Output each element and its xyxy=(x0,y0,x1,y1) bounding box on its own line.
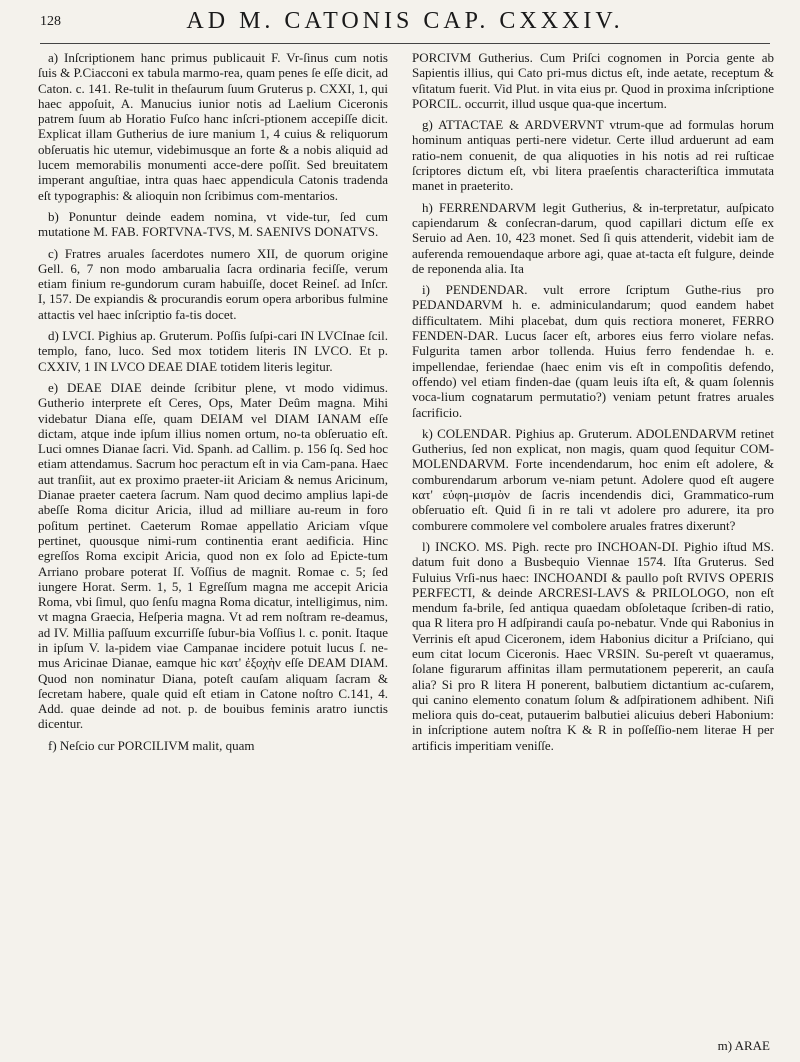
right-column xyxy=(412,50,774,1050)
note-i: i) PENDENDAR. vult errore ſcriptum Guthe-rius pro PEDANDARVM h. e. adminiculandarum; quod eandem habet difficultatem. Mihi placebat, dum quis rectiora moneret, FERRO FENDEN-DAR. Lucus ſacer eſt, arbores eius ferro violare nefas. Fulgurita tamen arbor tollenda. Huius ferro fendendae h. e. impellendae, feriendae (haec enim vis eſt in compoſitis defendo, offendo) vel etiam finden-dae (quam leuis iſta eſt, & quam ſolennis voca-lium cognatarum permutatio?) veniam petunt fratres aruales ſacrificio. xyxy=(412,282,774,420)
note-k: k) COLENDAR. Pighius ap. Gruterum. ADOLENDARVM retinet Gutherius, ſed non explicat, non magis, quam quod ſequitur COM-MOLENDARVM. Forte incendendarum, hoc enim eſt adolere, & comburendarum arborum ve-niam petunt. Adolere quod eſt augere κατ' εὐφη-μισμὸν de ſacris incendendis dici, Grammatico-rum obſeruatio eſt. Quid ſi in re tali vt adolere pro adurere, ita pro comburere commolere vel combolere aruales fratres dixerunt? xyxy=(412,425,774,533)
note-d: d) LVCI. Pighius ap. Gruterum. Poſſis ſuſpi-cari IN LVCInae ſcil. templo, fano, luco. Sed mox totidem literis IN LVCO. Et p. CXXIV, 1 IN LVCO DEAE DIAE totidem literis legitur. xyxy=(38,328,388,374)
note-f: f) Neſcio cur PORCILIVM malit, quam xyxy=(48,737,255,753)
note-g: g) ATTACTAE & ARDVERVNT vtrum-que ad formulas horum hominum antiquas perti-nere videtur. Certe illud arduerunt ad eam ratio-nem conuenit, de qua aliquoties in his notis ad rei ruſticae ſcriptores dictum eſt, vbi litera praeſentis characteriſtica immutata manet in praeterito. xyxy=(412,117,774,194)
note-h: h) FERRENDARVM legit Gutherius, & in-terpretatur, auſpicato capiendarum & conſecran-darum, quod capillari dictum eſſe ex Seruio ad Aen. 10, 423 monet. Sed ſi quis attenderit, videbit iam de auferenda remouendaque arbore agi, quae at-tacta eſt fulgure, deinde de reponenda alia. Ita xyxy=(412,199,774,276)
header-rule xyxy=(40,43,770,44)
running-header xyxy=(40,4,770,44)
catchword: m) ARAE xyxy=(717,1038,770,1053)
note-a: a) Inſcriptionem hanc primus publicauit F. Vr-ſinus cum notis ſuis & P.Ciacconi ex tabula marmo-rea, quam penes ſe eſſe dicit, ad Caton. c. 141. Re-tulit in theſaurum ſuum Gruterus p. CXXI, 1, qui haec appoſuit, A. Manucius iunior notis ad Laelium Ciceronis patrem ſuum ab Horatio Fuſco hanc inſcri-ptionem accepiſſe dicit. Explicat illam Gutherius de iure manium 1, 4 cuius & reliquorum obſeruatis hic utemur, videbimusque an forte & a nobis aliquid ad lucem memorabilis monumenti acce-dere poſſit. Sed breuitatem imperant anguſtiae, intra quas haec appendicula Catonis tradenda eſt typographis: & alioquin non ſcribimus com-mentarios. xyxy=(38,50,388,203)
note-l: l) INCKO. MS. Pigh. recte pro INCHOAN-DI. Pighio iſtud MS. datum fuit dono a Busbequio Viennae 1574. Iſta Gruterus. Sed Fuluius Vrſi-nus haec: INCHOANDI & paullo poſt RVIVS OPERIS PERFECTI, & deinde ARCRESI-LAVS & PRILOLOGO, non eſt mendum fa-brile, ſed antiqua quaedam obſoletaque ſcriben-di ratio, qua R litera pro H adſpirandi cauſa po-nebatur. Vnde qui Rabonius in Verrinis eſt apud Ciceronem, idem Habonius dicitur a Priſciano, qui eum citat locum Ciceronis. Haec VRSIN. Su-pereſt vt quaeramus, ſolane figurarum affinitas illam permutationem pepererit, an cauſa alia? Si pro R litera H ponerent, balbutiem dictantium ac-cuſarem, qui canino elemento conatum ſolum & adſpirationem adhibent. Niſi meliora quis do-ceat, putauerim balbutiei alicuius deberi Habonium: in inſcriptione autem noſtra K & R in poſſeſſio-nem literae H per artificis imperitiam veniſſe. xyxy=(412,538,774,753)
note-c: c) Fratres aruales ſacerdotes numero XII, de quorum origine Gell. 6, 7 non modo ambarualia ſacra ordinaria feciſſe, verum etiam finium re-gundorum curam habuiſſe, docet Reineſ. ad Inſcr. I, 157. De expiandis & procurandis eorum opera arboribus fulmine attactis vel haec inſcriptio fa-tis docet. xyxy=(38,245,388,322)
left-column xyxy=(38,50,388,1050)
note-e: e) DEAE DIAE deinde ſcribitur plene, vt modo vidimus. Gutherio interprete eſt Ceres, Ops, Mater Deûm magna. Mihi videbatur Diana eſſe, quam DEIAM vel DIAM IANAM eſſe dictam, atque inde ipſum illius nomen ortum, no-ta obſeruatio eſt. Luci omnes Dianae ſacri. Vid. Spanh. ad Callim. p. 156 ſq. Sed hoc etiam attendamus. Sacrum hoc peractum eſt in via Cam-pana. Haec aut tranſiit, aut ex proximo praeter-iit Ariciam & nemus Aricinum, Dianae praeter caetera ſacrum. Nam quod decimo amplius lapi-de abeſſe Roma dicitur Aricia, illud ad milliare au-reum in foro poſitum pertinet. Caeterum Romae appellatio Ariciam vſque pertinet, quousque nimi-rum continentia erant aedificia. Hinc egreſſos Roma excipit Aricia, quod non ex ſolo ad Epicte-tum Arriano probare poterat Iſ. Voſſius de magnit. Romae c. 5; ſed iungere Horat. Serm. 1, 5, 1 Egreſſum magna me accepit Aricia Roma, vbi ſimul, quo ſenſu magna Roma dicatur, intelligimus, nim. vt magna Graecia, Heſperia magna. Vt ad rem noſtram re-deamus, ad IV. Millia paſſuum excurriſſe ſubur-bia Voſſius l. c. ponit. Itaque in ipſum V. la-pidem viae Campanae incidere potuit lucus ſ. ne-mus Aricinae Dianae, eamque hic κατ' ἐξοχὴν eſſe DEAM DIAM. Quod non nominatur Diana, poteſt cauſam aliquam ſacram & ſecretam habere, quale quid eſt etiam in Catone noſtro C.141, 4. Add. quae deinde ad not. p. de bouibus feminis aratro iunctis dicentur. xyxy=(38,379,388,732)
running-title: AD M. CATONIS CAP. CXXXIV. xyxy=(186,8,624,34)
page-number: 128 xyxy=(40,14,61,29)
note-b: b) Ponuntur deinde eadem nomina, vt vide-tur, ſed cum mutatione M. FAB. FORTVNA-TVS, M. SAENIVS DONATVS. xyxy=(38,208,388,240)
note-f-continued: PORCIVM Gutherius. Cum Priſci cognomen in Porcia gente ab Sapientis illius, qui Cato pri-mus dictus eſt, inde aetate, receptum & vſitatum fuerit. Vid Plut. in vita eius pr. Quod in proxima inſcriptione PORCIL. occurrit, illud usque qua-que incertum. xyxy=(412,50,774,111)
